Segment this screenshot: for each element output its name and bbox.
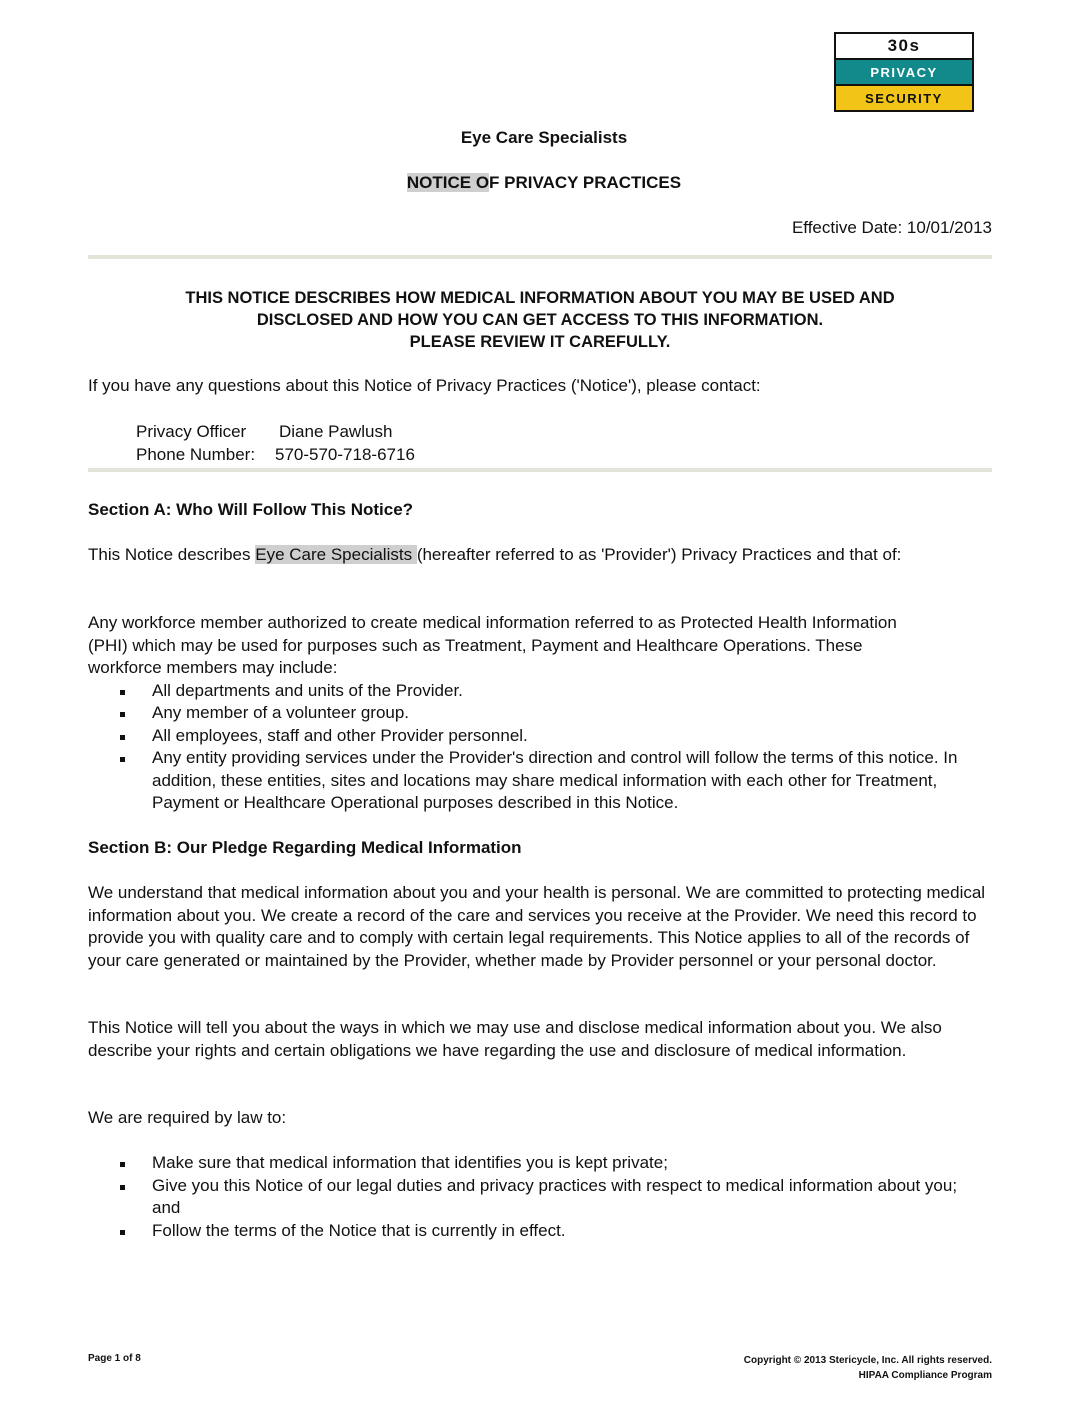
- section-b-paragraph-1: We understand that medical information about you and your health is personal. We are committed to protecting medical information about you. We create a record of the care and services you receive at the Provider. We need this record to provide you with quality care and to comply with certain legal requirements. This Notice applies to all of the records of your care generated or maintained by the Provider, whether made by Provider personnel or your personal doctor.: [88, 883, 986, 970]
- badge-security: SECURITY: [836, 86, 972, 110]
- officer-name: Diane Pawlush: [279, 422, 393, 441]
- list-item: Give you this Notice of our legal duties and privacy practices with respect to medical information about you; and: [88, 1175, 988, 1220]
- banner-line: PLEASE REVIEW IT CAREFULLY.: [409, 333, 671, 351]
- list-item: Any entity providing services under the Provider's direction and control will follow the terms of this notice. In addition, these entities, sites and locations may share medical information with each other for Treatment, Payment or Healthcare Operational purposes described in this Notice.: [88, 747, 988, 815]
- section-a-paragraph: [88, 612, 958, 815]
- privacy-security-badge: [834, 32, 974, 112]
- document-title: [0, 173, 1088, 193]
- effective-date: Effective Date: 10/01/2013: [791, 218, 992, 237]
- banner-line: THIS NOTICE DESCRIBES HOW MEDICAL INFORMATION ABOUT YOU MAY BE USED AND: [185, 289, 895, 307]
- list-item: All departments and units of the Provider.: [88, 680, 928, 703]
- section-a-heading: Section A: Who Will Follow This Notice?: [88, 500, 414, 519]
- contact-intro: If you have any questions about this Notice of Privacy Practices ('Notice'), please contact:: [88, 376, 761, 395]
- footer-copyright: [744, 1353, 992, 1383]
- badge-30s: 30s: [836, 34, 972, 60]
- phone-label: Phone Number:: [136, 444, 256, 464]
- legal-requirements-list: [88, 1152, 988, 1242]
- organization-name: Eye Care Specialists: [460, 128, 628, 147]
- provider-name-highlight: Eye Care Specialists: [255, 545, 417, 564]
- section-b-paragraph-3: We are required by law to:: [88, 1108, 287, 1127]
- contact-block: [136, 421, 415, 466]
- program-name: HIPAA Compliance Program: [858, 1370, 992, 1381]
- section-b-list-wrap: [88, 1152, 988, 1242]
- officer-label: Privacy Officer: [136, 422, 247, 441]
- copyright-text: Copyright © 2013 Stericycle, Inc. All rights reserved.: [743, 1355, 992, 1366]
- title-rest: F PRIVACY PRACTICES: [489, 173, 682, 192]
- list-item: All employees, staff and other Provider personnel.: [88, 725, 928, 748]
- list-item: Follow the terms of the Notice that is currently in effect.: [88, 1220, 988, 1243]
- section-b-heading: Section B: Our Pledge Regarding Medical Information: [88, 838, 522, 857]
- list-item: Any member of a volunteer group.: [88, 702, 928, 725]
- phone-value: 570-570-718-6716: [275, 444, 415, 464]
- notice-banner: [88, 287, 992, 353]
- paragraph-text: Any workforce member authorized to create medical information referred to as Protected Health Information (PHI) which may be used for purposes such as Treatment, Payment and Healthcare Operations. These workforce members may include:: [88, 613, 897, 677]
- divider: [88, 468, 992, 472]
- title-highlight: NOTICE O: [406, 173, 490, 192]
- text: This Notice describes: [88, 545, 256, 564]
- section-a-intro: [88, 544, 968, 567]
- divider: [88, 255, 992, 259]
- list-item: Make sure that medical information that identifies you is kept private;: [88, 1152, 988, 1175]
- workforce-list: [88, 680, 958, 815]
- text: (hereafter referred to as 'Provider') Privacy Practices and that of:: [416, 545, 902, 564]
- badge-privacy: PRIVACY: [836, 60, 972, 86]
- banner-line: DISCLOSED AND HOW YOU CAN GET ACCESS TO THIS INFORMATION.: [256, 311, 824, 329]
- page-number: Page 1 of 8: [88, 1353, 141, 1364]
- section-b-paragraph-2: This Notice will tell you about the ways in which we may use and disclose medical information about you. We also describe your rights and certain obligations we have regarding the use and disclosure of medical information.: [88, 1018, 942, 1060]
